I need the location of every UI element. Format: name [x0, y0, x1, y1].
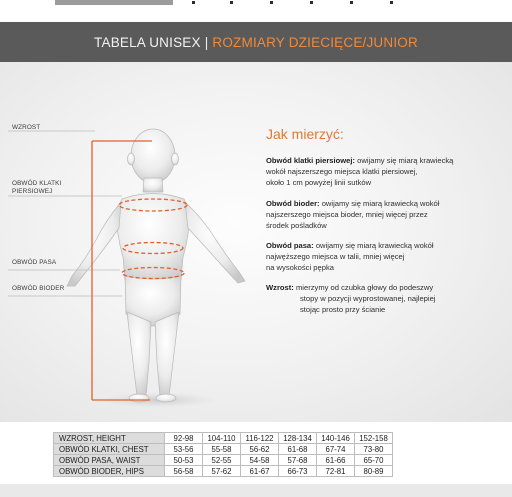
table-cell: 92-98 [165, 433, 203, 444]
table-cell: 66-73 [279, 466, 317, 477]
hips-instruction [266, 198, 496, 231]
height-term: Wzrost: [266, 283, 294, 292]
table-cell: 61-66 [317, 455, 355, 466]
table-cell: 73-80 [355, 444, 393, 455]
table-cell: 53-56 [165, 444, 203, 455]
title-bar [0, 22, 512, 62]
top-strip-mark [310, 1, 313, 4]
waist-instruction [266, 240, 496, 273]
chest-term: Obwód klatki piersiowej: [266, 156, 356, 165]
label-leader-lines [8, 131, 122, 296]
height-instruction [266, 282, 496, 315]
title-separator: | [204, 34, 209, 50]
table-cell: 72-81 [317, 466, 355, 477]
label-hips: OBWÓD BIODER [12, 285, 65, 292]
size-table [53, 432, 393, 477]
table-row [54, 466, 393, 477]
table-cell: 57-62 [203, 466, 241, 477]
title-unisex: TABELA UNISEX [94, 34, 201, 50]
height-text-2: stopy w pozycji wyprostowanej, najlepiej [300, 294, 436, 303]
table-cell: 61-68 [279, 444, 317, 455]
table-cell: 152-158 [355, 433, 393, 444]
label-waist: OBWÓD PASA [12, 259, 57, 266]
table-cell: 50-53 [165, 455, 203, 466]
table-cell: 54-58 [241, 455, 279, 466]
chest-text-3: około 1 cm powyżej linii sutków [266, 178, 372, 187]
table-row [54, 433, 393, 444]
size-table-container [53, 432, 393, 477]
row-label: OBWÓD KLATKI, CHEST [54, 444, 165, 455]
chest-instruction [266, 155, 496, 188]
top-strip-mark [270, 1, 273, 4]
hips-text-2: najszerszego miejsca bioder, mniej więcej przez [266, 210, 428, 219]
table-cell: 52-55 [203, 455, 241, 466]
label-chest-line1: OBWÓD KLATKI [12, 180, 62, 187]
table-cell: 55-58 [203, 444, 241, 455]
hips-text-1: owijamy się miarą krawiecką wokół [321, 199, 440, 208]
table-cell: 140-146 [317, 433, 355, 444]
title-kids-sizes: ROZMIARY DZIECIĘCE/JUNIOR [212, 34, 418, 50]
top-strip-mark [390, 1, 393, 4]
top-strip-mark [350, 1, 353, 4]
top-strip-mark [230, 1, 233, 4]
hips-text-3: środek pośladków [266, 221, 327, 230]
table-cell: 104-110 [203, 433, 241, 444]
bottom-strip [0, 484, 512, 497]
waist-text-1: owijamy się miarą krawiecką wokół [315, 241, 434, 250]
table-row [54, 444, 393, 455]
child-figure [67, 129, 245, 402]
chest-text-2: wokół najszerszego miejsca klatki piersiowej, [266, 167, 418, 176]
label-height: WZROST [12, 124, 41, 131]
table-cell: 56-58 [165, 466, 203, 477]
row-label: OBWÓD BIODER, HIPS [54, 466, 165, 477]
table-cell: 80-89 [355, 466, 393, 477]
table-cell: 128-134 [279, 433, 317, 444]
waist-text-3: na wysokości pępka [266, 263, 334, 272]
table-cell: 57-68 [279, 455, 317, 466]
row-label: WZROST, HEIGHT [54, 433, 165, 444]
table-cell: 65-70 [355, 455, 393, 466]
top-strip-mark [192, 1, 195, 4]
table-cell: 56-62 [241, 444, 279, 455]
how-to-measure-heading: Jak mierzyć: [266, 126, 344, 142]
table-cell: 67-74 [317, 444, 355, 455]
table-row [54, 455, 393, 466]
label-chest-line2: PIERSIOWEJ [12, 188, 53, 195]
waist-term: Obwód pasa: [266, 241, 314, 250]
height-text-1: mierzymy od czubka głowy do podeszwy [295, 283, 434, 292]
hips-term: Obwód bioder: [266, 199, 320, 208]
top-strip-bar [55, 0, 173, 5]
top-strip [0, 0, 512, 22]
waist-text-2: najwęższego miejsca w talii, mniej więcej [266, 252, 405, 261]
height-text-3: stojąc prosto przy ścianie [300, 305, 386, 314]
table-cell: 116-122 [241, 433, 279, 444]
row-label: OBWÓD PASA, WAIST [54, 455, 165, 466]
table-cell: 61-67 [241, 466, 279, 477]
chest-text-1: owijamy się miarą krawiecką [357, 156, 454, 165]
